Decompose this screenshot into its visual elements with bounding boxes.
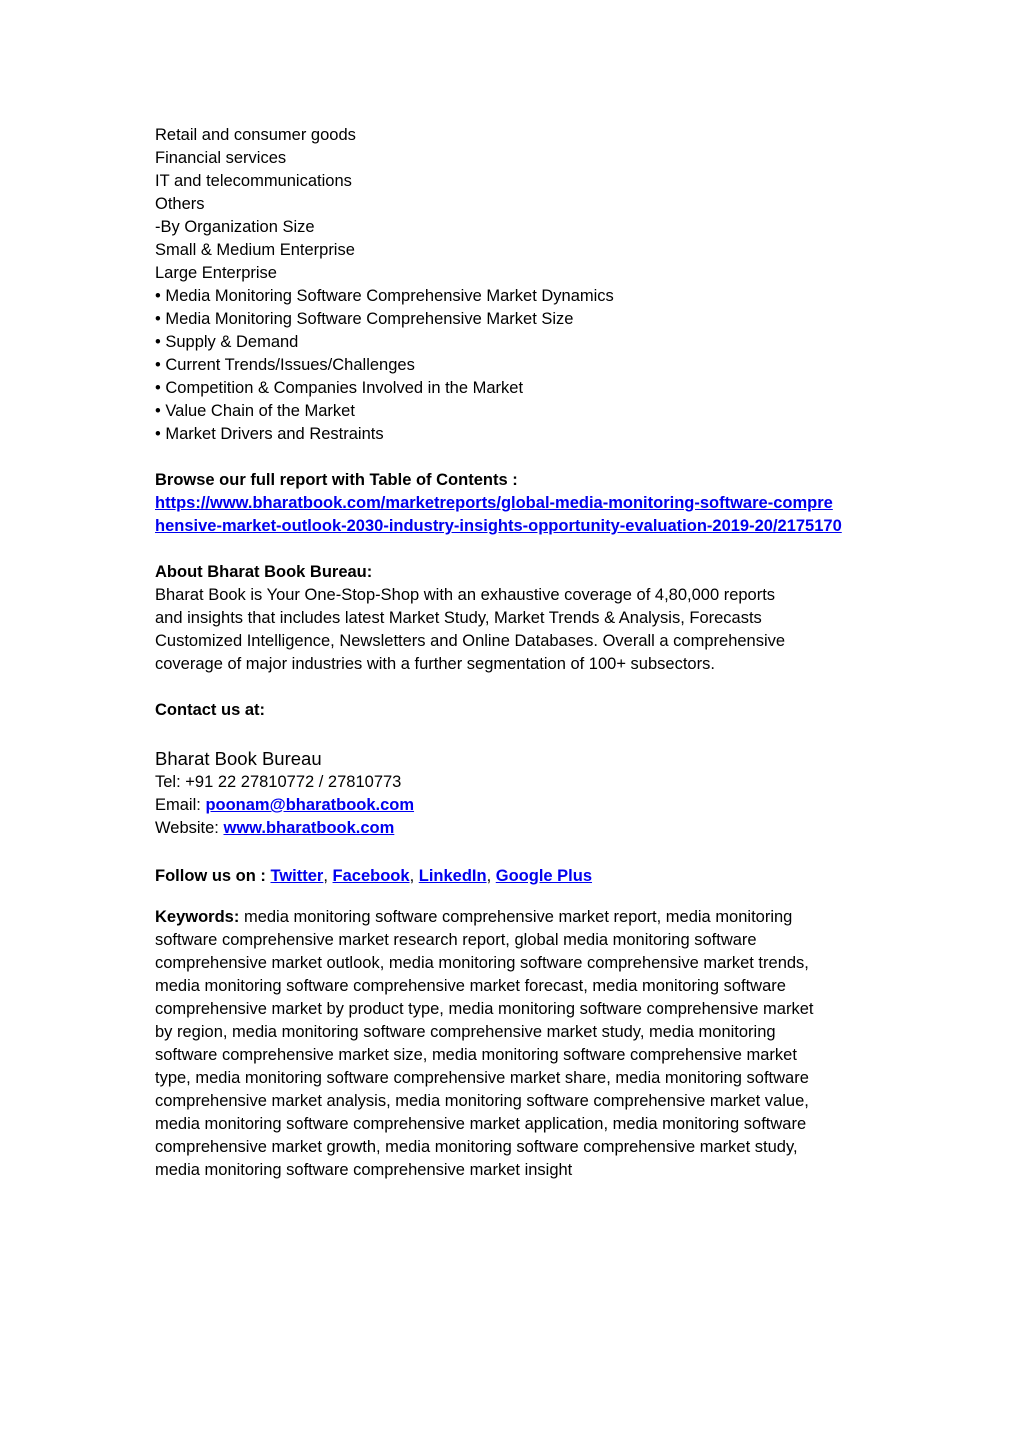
linkedin-link[interactable]: LinkedIn [418, 867, 487, 885]
phone-number: Tel: +91 22 27810772 / 27810773 [155, 773, 402, 791]
keywords-line [155, 906, 885, 929]
report-link-line-2[interactable]: hensive-market-outlook-2030-industry-insights-opportunity-evaluation-2019-20/2175170 [155, 517, 842, 535]
report-link-line-1[interactable]: https://www.bharatbook.com/marketreports/global-media-monitoring-software-compre [155, 494, 833, 512]
about-text-line: Bharat Book is Your One-Stop-Shop with an exhaustive coverage of 4,80,000 reports [155, 586, 776, 604]
bullet-item: • Media Monitoring Software Comprehensive Market Size [155, 310, 574, 328]
keywords-line: software comprehensive market research report, global media monitoring software [155, 931, 757, 949]
google-plus-link[interactable]: Google Plus [495, 867, 593, 885]
contact-heading: Contact us at: [155, 701, 266, 719]
email-link[interactable]: poonam@bharatbook.com [205, 796, 415, 814]
list-item: Small & Medium Enterprise [155, 241, 355, 259]
website-label: Website: [155, 819, 224, 837]
twitter-link[interactable]: Twitter [270, 867, 324, 885]
keywords-line: comprehensive market analysis, media monitoring software comprehensive market value, [155, 1092, 809, 1110]
spacer [155, 538, 885, 561]
company-name: Bharat Book Bureau [155, 748, 322, 769]
list-item: Others [155, 195, 205, 213]
spacer [155, 446, 885, 469]
about-heading: About Bharat Book Bureau: [155, 563, 373, 581]
bullet-item: • Media Monitoring Software Comprehensive Market Dynamics [155, 287, 614, 305]
keywords-line: comprehensive market outlook, media monitoring software comprehensive market trends, [155, 954, 809, 972]
keywords-line: by region, media monitoring software comprehensive market study, media monitoring [155, 1023, 776, 1041]
bullet-item: • Value Chain of the Market [155, 402, 355, 420]
segment-list [155, 124, 885, 285]
website-row [155, 817, 885, 840]
facebook-link[interactable]: Facebook [332, 867, 410, 885]
keywords-line: comprehensive market growth, media monitoring software comprehensive market study, [155, 1138, 798, 1156]
keywords-section [155, 906, 885, 1182]
about-text-line: and insights that includes latest Market Study, Market Trends & Analysis, Forecasts [155, 609, 762, 627]
bullet-item: • Current Trends/Issues/Challenges [155, 356, 415, 374]
separator: , [486, 867, 496, 885]
keywords-text: media monitoring software comprehensive market report, media monitoring [239, 908, 793, 926]
spacer [155, 888, 885, 906]
list-item: Large Enterprise [155, 264, 277, 282]
keywords-label: Keywords: [155, 908, 240, 926]
follow-label: Follow us on : [155, 867, 271, 885]
keywords-line: software comprehensive market size, media monitoring software comprehensive market [155, 1046, 797, 1064]
browse-heading: Browse our full report with Table of Contents : [155, 471, 518, 489]
bullet-list [155, 285, 885, 446]
spacer [155, 676, 885, 699]
list-item: -By Organization Size [155, 218, 315, 236]
keywords-line: type, media monitoring software comprehensive market share, media monitoring software [155, 1069, 809, 1087]
document-page [155, 124, 885, 1182]
keywords-line: comprehensive market by product type, media monitoring software comprehensive market [155, 1000, 814, 1018]
about-text-line: coverage of major industries with a further segmentation of 100+ subsectors. [155, 655, 715, 673]
list-item: Financial services [155, 149, 287, 167]
about-section [155, 561, 885, 676]
email-row [155, 794, 885, 817]
email-label: Email: [155, 796, 206, 814]
keywords-line: media monitoring software comprehensive market forecast, media monitoring software [155, 977, 786, 995]
separator: , [409, 867, 419, 885]
about-text-line: Customized Intelligence, Newsletters and Online Databases. Overall a comprehensive [155, 632, 786, 650]
contact-section [155, 699, 885, 840]
bullet-item: • Market Drivers and Restraints [155, 425, 384, 443]
website-link[interactable]: www.bharatbook.com [223, 819, 395, 837]
keywords-line: media monitoring software comprehensive market insight [155, 1161, 573, 1179]
spacer [155, 722, 885, 745]
bullet-item: • Supply & Demand [155, 333, 299, 351]
bullet-item: • Competition & Companies Involved in the Market [155, 379, 524, 397]
follow-row [155, 865, 885, 888]
keywords-line: media monitoring software comprehensive market application, media monitoring software [155, 1115, 807, 1133]
list-item: Retail and consumer goods [155, 126, 356, 144]
separator: , [323, 867, 333, 885]
list-item: IT and telecommunications [155, 172, 352, 190]
report-link[interactable] [155, 492, 885, 538]
spacer [155, 840, 885, 865]
browse-section [155, 469, 885, 538]
